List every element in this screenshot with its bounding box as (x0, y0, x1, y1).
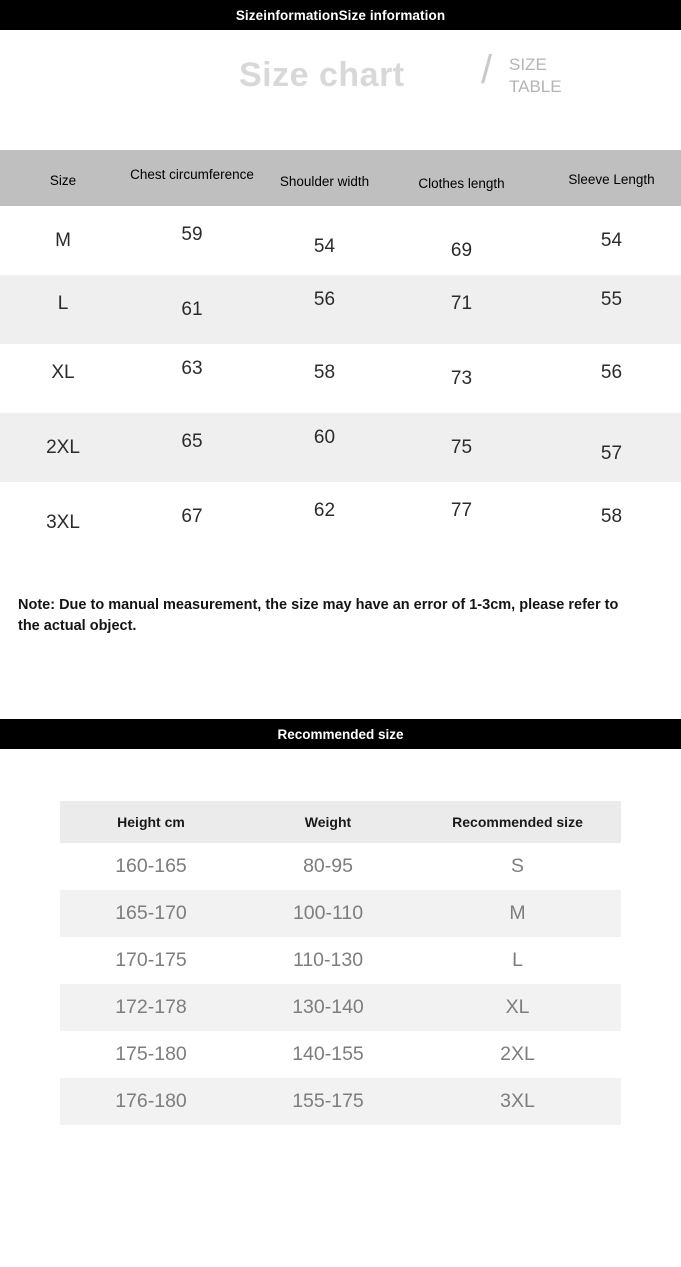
recommended-size-section (0, 801, 681, 1125)
rec-size-cell: 3XL (414, 1078, 621, 1125)
list-item (60, 1031, 621, 1078)
top-banner (0, 0, 681, 30)
rec-weight-cell: 140-155 (292, 1043, 364, 1065)
sleeve-cell: 57 (532, 413, 681, 482)
list-item (60, 937, 621, 984)
size-table-col-shoulder-label: Shoulder width (279, 173, 370, 189)
top-banner-label: SizeinformationSize information (235, 7, 446, 23)
length-cell: 77 (450, 499, 473, 521)
size-table-col-sleeve-label: Sleeve Length (568, 171, 655, 187)
length-cell: 75 (391, 413, 532, 482)
table-row (0, 275, 681, 344)
chest-cell: 65 (126, 413, 258, 482)
page-subtitle-line2: TABLE (509, 77, 562, 96)
table-row (0, 206, 681, 275)
page-subtitle (509, 54, 599, 98)
table-row (0, 482, 681, 551)
rec-size-cell: 2XL (500, 1043, 535, 1065)
recommended-size-banner (0, 719, 681, 749)
list-item (60, 890, 621, 937)
recommended-table-header-row (60, 801, 621, 843)
shoulder-cell: 54 (313, 235, 336, 257)
rec-height-cell: 165-170 (60, 890, 242, 937)
sleeve-cell: 54 (600, 229, 623, 251)
shoulder-cell: 62 (313, 499, 336, 521)
size-table-col-length-label: Clothes length (418, 175, 505, 191)
size-cell: XL (51, 361, 75, 383)
rec-height-cell: 176-180 (60, 1078, 242, 1125)
rec-size-cell: M (414, 890, 621, 937)
rec-weight-cell: 100-110 (242, 890, 414, 937)
size-table-col-length (391, 150, 532, 206)
size-table-col-shoulder (258, 150, 391, 206)
list-item (60, 1078, 621, 1125)
rec-height-cell: 160-165 (115, 855, 187, 877)
measurement-note: Note: Due to manual measurement, the size may have an error of 1-3cm, please refer to the actual object. (18, 597, 619, 634)
page-title: Size chart (239, 56, 405, 94)
table-row (0, 344, 681, 413)
rec-col-height: Height cm (60, 801, 242, 843)
rec-col-size: Recommended size (414, 801, 621, 843)
rec-height-cell: 175-180 (115, 1043, 187, 1065)
rec-weight-cell: 110-130 (292, 949, 364, 971)
size-table-col-sleeve (532, 150, 681, 206)
size-table-col-size (0, 150, 126, 206)
chest-cell: 63 (181, 357, 203, 379)
size-table-body (0, 206, 681, 551)
size-table-col-size-label: Size (49, 172, 77, 188)
chest-cell: 67 (181, 505, 203, 527)
chest-cell: 59 (181, 223, 203, 245)
table-row (0, 413, 681, 482)
sleeve-cell: 55 (532, 275, 681, 344)
shoulder-cell: 56 (258, 275, 391, 344)
rec-height-cell: 170-175 (115, 949, 187, 971)
list-item (60, 843, 621, 890)
page-subtitle-line1: SIZE (509, 55, 547, 74)
size-table-header-row (0, 150, 681, 206)
sleeve-cell: 58 (600, 505, 623, 527)
rec-height-cell: 172-178 (60, 984, 242, 1031)
sleeve-cell: 56 (600, 361, 623, 383)
rec-weight-cell: 80-95 (303, 855, 353, 877)
size-cell: M (55, 229, 71, 251)
rec-weight-cell: 155-175 (242, 1078, 414, 1125)
size-chart-header (0, 30, 681, 150)
rec-size-cell: L (512, 949, 523, 971)
size-cell: L (0, 275, 126, 344)
rec-size-cell: S (510, 855, 524, 877)
recommended-size-banner-label: Recommended size (277, 726, 404, 742)
shoulder-cell: 60 (258, 413, 391, 482)
size-cell: 3XL (46, 511, 80, 533)
size-table-col-chest-label: Chest circumference (130, 166, 254, 182)
shoulder-cell: 58 (313, 361, 336, 383)
length-cell: 69 (450, 239, 473, 261)
size-table (0, 150, 681, 551)
rec-col-weight: Weight (242, 801, 414, 843)
list-item (60, 984, 621, 1031)
size-table-head (0, 150, 681, 206)
size-cell: 2XL (0, 413, 126, 482)
chest-cell: 61 (126, 275, 258, 344)
rec-weight-cell: 130-140 (242, 984, 414, 1031)
length-cell: 71 (391, 275, 532, 344)
size-table-col-chest (126, 150, 258, 206)
recommended-table-head (60, 801, 621, 843)
length-cell: 73 (450, 367, 473, 389)
divider-slash: / (481, 48, 493, 92)
rec-size-cell: XL (414, 984, 621, 1031)
recommended-table-body (60, 843, 621, 1125)
recommended-size-table (60, 801, 621, 1125)
